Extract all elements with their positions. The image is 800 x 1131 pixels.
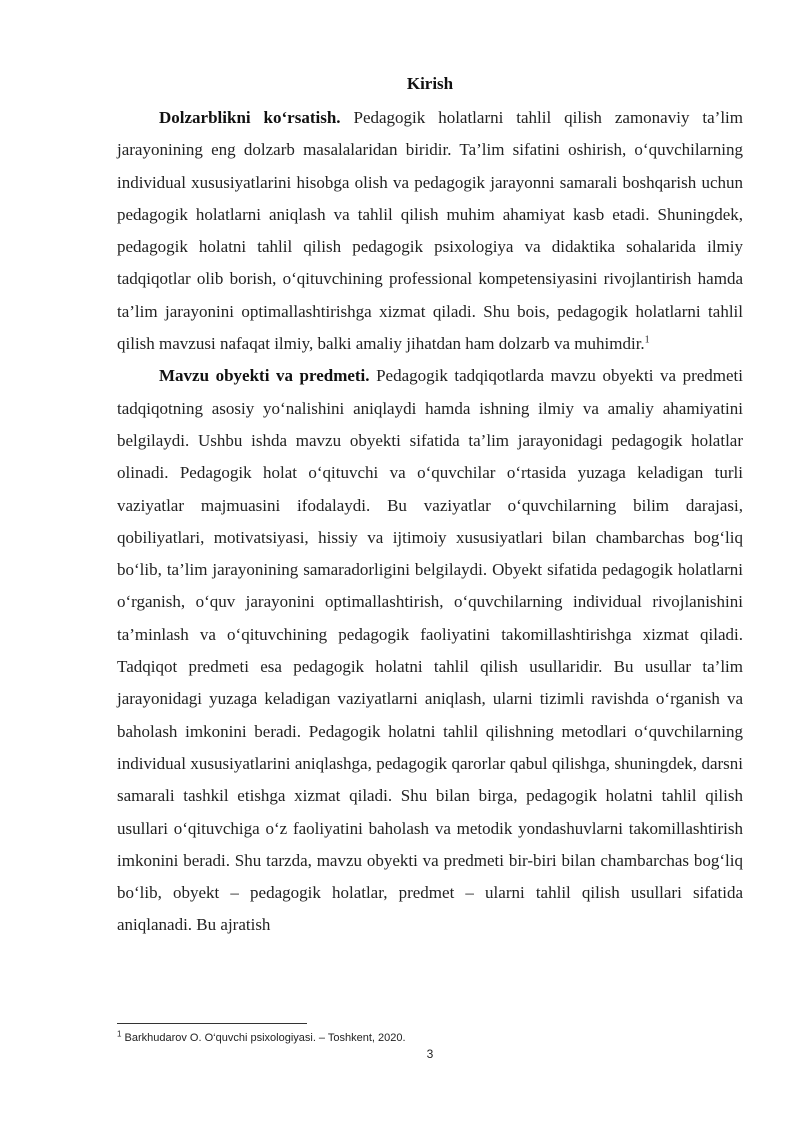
footnote (117, 1029, 743, 1044)
body-text (117, 102, 743, 942)
footnote-reference[interactable]: 1 (644, 334, 650, 346)
page-number: 3 (426, 1047, 434, 1061)
paragraph-relevance (117, 102, 743, 360)
paragraph-text: Pedagogik tadqiqotlarda mavzu obyekti va predmeti tadqiqotning asosiy yo‘nalishini aniqlaydi hamda ishning ilmiy va amaliy ahamiyatini belgilaydi. Ushbu ishda mavzu obyekti sifatida ta’lim jarayonidagi pedagogik holatlar olinadi. Pedagogik holat o‘qituvchi va o‘quvchilar o‘rtasida yuzaga keladigan turli vaziyatlar majmuasini ifodalaydi. Bu vaziyatlar o‘quvchilarning bilim darajasi, qobiliyatlari, motivatsiyasi, hissiy va ijtimoiy xususiyatlari bilan chambarchas bog‘liq bo‘lib, ta’lim jarayonining samaradorligini belgilaydi. Obyekt sifatida pedagogik holatlarni o‘rganish, o‘quv jarayonini optimallashtirish, o‘quvchilarning individual rivojlanishini ta’minlash va o‘qituvchining pedagogik faoliyatini takomillashtirishga xizmat qiladi. Tadqiqot predmeti esa pedagogik holatni tahlil qilish usullaridir. Bu usullar ta’lim jarayonidagi yuzaga keladigan vaziyatlarni aniqlash, ularni tizimli ravishda o‘rganish va baholash imkonini beradi. Pedagogik holatni tahlil qilishning metodlari o‘quvchilarning individual xususiyatlarini aniqlashga, pedagogik qarorlar qabul qilishga, shuningdek, darsni samarali tashkil etishga xizmat qiladi. Shu bilan birga, pedagogik holatni tahlil qilish usullari o‘qituvchiga o‘z faoliyatini baholash va metodik yondashuvlarni takomillashtirish imkonini beradi. Shu tarzda, mavzu obyekti va predmeti bir-biri bilan chambarchas bog‘liq bo‘lib, obyekt – pedagogik holatlar, predmet – ularni tahlil qilish usullari sifatida aniqlanadi. Bu ajratish (117, 366, 744, 935)
footnote-separator (117, 1023, 307, 1024)
footnote-text: Barkhudarov O. O‘quvchi psixologiyasi. – Toshkent, 2020. (121, 1032, 406, 1044)
paragraph-runin-heading: Mavzu obyekti va predmeti. (159, 366, 370, 386)
paragraph-runin-heading: Dolzarblikni ko‘rsatish. (159, 108, 341, 127)
paragraph-object-subject (117, 360, 743, 941)
paragraph-text: Pedagogik holatlarni tahlil qilish zamonaviy ta’lim jarayonining eng dolzarb masalalaridan biridir. Ta’lim sifatini oshirish, o‘quvchilarning individual xususiyatlarini hisobga olish va pedagogik jarayonni samarali boshqarish uchun pedagogik holatlarni aniqlash va tahlil qilish muhim ahamiyat kasb etadi. Shuningdek, pedagogik holatni tahlil qilish pedagogik psixologiya va didaktika sohalarida ilmiy tadqiqotlar olib borish, o‘qituvchining professional kompetensiyasini rivojlantirish hamda ta’lim jarayonini optimallashtirishga xizmat qiladi. Shu bois, pedagogik holatlarni tahlil qilish mavzusi nafaqat ilmiy, balki amaliy jihatdan ham dolzarb va muhimdir. (117, 108, 743, 354)
footnote-number: 1 (117, 1029, 122, 1039)
section-heading: Kirish (406, 74, 454, 93)
